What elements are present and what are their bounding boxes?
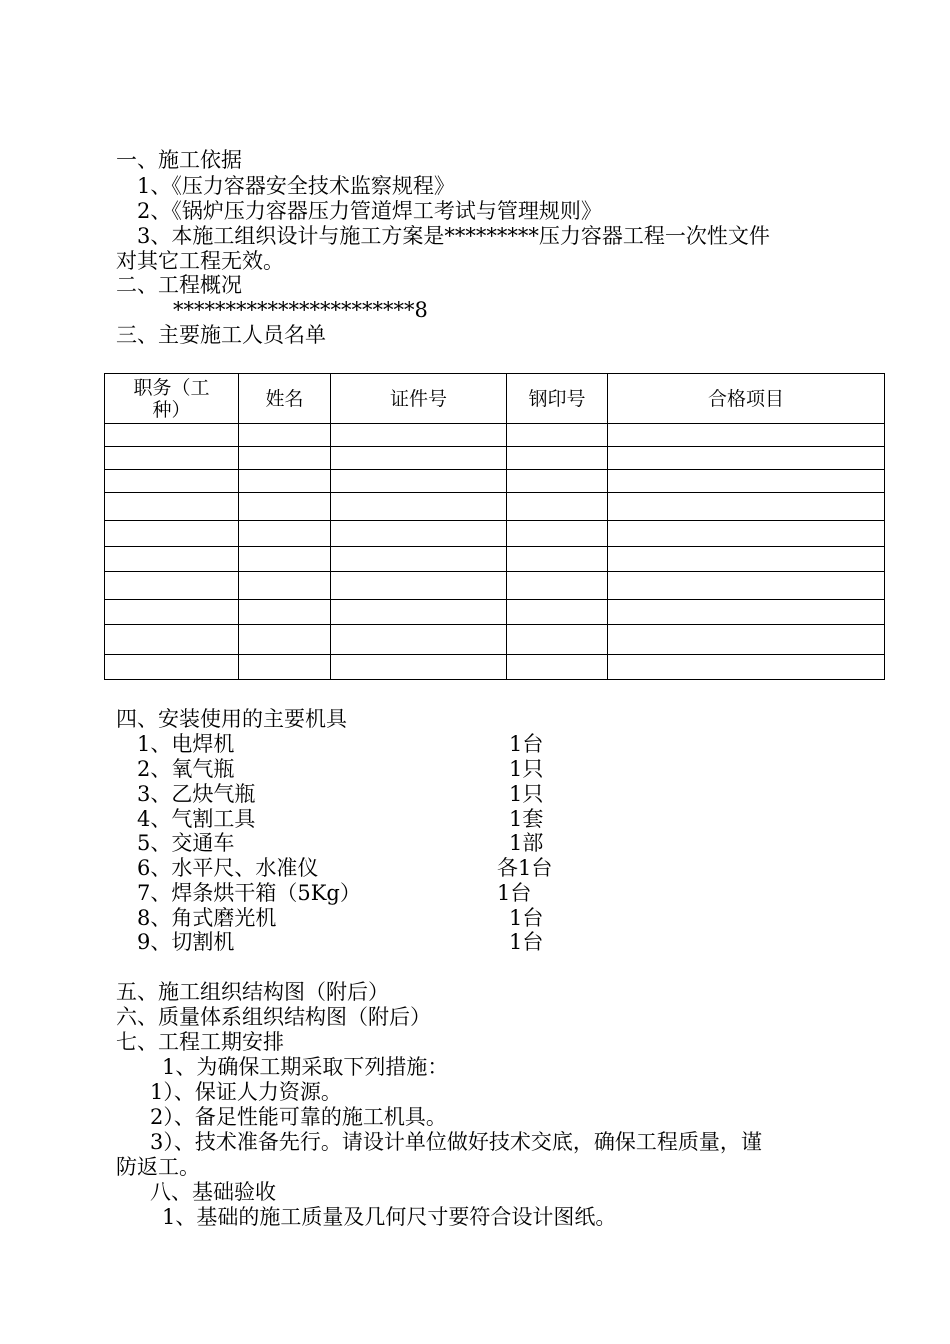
section1-item-1: 1、《压力容器安全技术监察规程》 bbox=[137, 174, 455, 198]
section1-item-3: 3、本施工组织设计与施工方案是*********压力容器工程一次性文件 bbox=[137, 224, 770, 248]
section8-heading: 八、基础验收 bbox=[150, 1180, 276, 1204]
section7-continuation: 防返工。 bbox=[116, 1155, 200, 1179]
tool-quantity: 1套 bbox=[509, 807, 544, 831]
header-name: 姓名 bbox=[239, 374, 331, 424]
staff-table-header-row bbox=[105, 374, 885, 424]
section1-item-2: 2、《锅炉压力容器压力管道焊工考试与管理规则》 bbox=[137, 199, 602, 223]
section2-heading: 二、工程概况 bbox=[116, 273, 242, 297]
section2-text: ***********************8 bbox=[173, 298, 428, 322]
section6-heading: 六、质量体系组织结构图（附后） bbox=[116, 1005, 431, 1029]
section3-heading: 三、主要施工人员名单 bbox=[116, 323, 326, 347]
staff-table bbox=[104, 373, 885, 680]
section1-continuation: 对其它工程无效。 bbox=[116, 249, 284, 273]
header-stamp-no: 钢印号 bbox=[507, 374, 608, 424]
table-row bbox=[105, 424, 885, 447]
tool-name: 8、角式磨光机 bbox=[137, 906, 277, 930]
section7-intro: 1、为确保工期采取下列措施： bbox=[162, 1055, 449, 1079]
table-row bbox=[105, 625, 885, 655]
tool-quantity: 1台 bbox=[497, 881, 532, 905]
tool-quantity: 1台 bbox=[509, 906, 544, 930]
table-row bbox=[105, 447, 885, 470]
tool-quantity: 1只 bbox=[509, 757, 544, 781]
tool-name: 1、电焊机 bbox=[137, 732, 235, 756]
section7-item-3: 3）、技术准备先行。请设计单位做好技术交底，确保工程质量，谨 bbox=[150, 1130, 762, 1154]
tool-name: 4、气割工具 bbox=[137, 807, 256, 831]
tool-quantity: 各1台 bbox=[497, 856, 553, 880]
section4-heading: 四、安装使用的主要机具 bbox=[116, 707, 347, 731]
header-certificate-no: 证件号 bbox=[331, 374, 507, 424]
table-row bbox=[105, 547, 885, 572]
tool-name: 9、切割机 bbox=[137, 930, 235, 954]
table-row bbox=[105, 655, 885, 680]
table-row bbox=[105, 521, 885, 547]
tool-name: 5、交通车 bbox=[137, 831, 235, 855]
table-row bbox=[105, 572, 885, 600]
tool-name: 7、焊条烘干箱（5Kg） bbox=[137, 881, 361, 905]
tool-quantity: 1台 bbox=[509, 732, 544, 756]
section5-heading: 五、施工组织结构图（附后） bbox=[116, 980, 389, 1004]
tool-quantity: 1台 bbox=[509, 930, 544, 954]
section1-heading: 一、施工依据 bbox=[116, 148, 242, 172]
table-row bbox=[105, 493, 885, 521]
tool-quantity: 1只 bbox=[509, 782, 544, 806]
section7-heading: 七、工程工期安排 bbox=[116, 1030, 284, 1054]
tool-quantity: 1部 bbox=[509, 831, 544, 855]
section7-item-1: 1）、保证人力资源。 bbox=[150, 1080, 342, 1104]
header-position: 职务（工种） bbox=[105, 374, 239, 424]
header-qualified-items: 合格项目 bbox=[608, 374, 885, 424]
section7-item-2: 2）、备足性能可靠的施工机具。 bbox=[150, 1105, 447, 1129]
table-row bbox=[105, 470, 885, 493]
tool-name: 6、水平尺、水准仪 bbox=[137, 856, 319, 880]
section8-item-1: 1、基础的施工质量及几何尺寸要符合设计图纸。 bbox=[162, 1205, 617, 1229]
tool-name: 2、氧气瓶 bbox=[137, 757, 235, 781]
tool-name: 3、乙炔气瓶 bbox=[137, 782, 256, 806]
table-row bbox=[105, 600, 885, 625]
